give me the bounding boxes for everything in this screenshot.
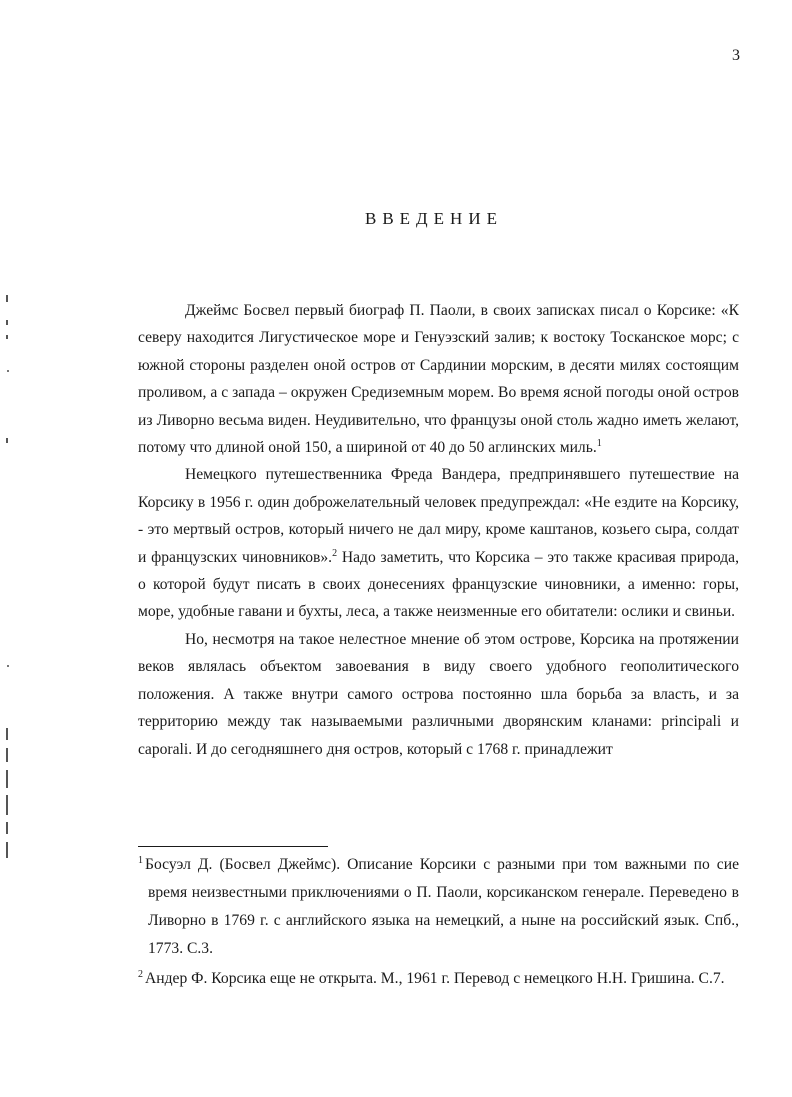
paragraph-1-text: Джеймс Босвел первый биограф П. Паоли, в своих записках писал о Корсике: «К северу находится Лигустическое море и Генуэзский залив; к востоку Тосканское морс; с южной стороны разделен оной остров от Сардинии морским, в десяти милях состоящим проливом, а с запада – окружен Средиземным морем. Во время ясной погоды оной остров из Ливорно весьма виден. Неудивительно, что французы оной столь жадно иметь желают, потому что длиной оной 150, а шириной от 40 до 50 аглинских миль. — [138, 302, 739, 457]
scan-mark — [6, 822, 8, 834]
scan-mark — [6, 320, 8, 325]
scan-mark — [6, 770, 8, 788]
paragraph-2-text-before: Немецкого путешественника Фреда Вандера, предпринявшего путешествие на Корсику в 1956 г. один доброжелательный человек предупреждал: «Не ездите на Корсику, - это мертвый остров, который ничего не дал миру, кроме каштанов, козьего сыра, солдат и французских чиновников». — [138, 466, 739, 566]
scan-mark — [6, 335, 8, 339]
footnote-separator — [138, 846, 328, 847]
footnote-2-text: Андер Ф. Корсика еще не открыта. М., 1961 г. Перевод с немецкого Н.Н. Гришина. С.7. — [145, 970, 725, 987]
footnote-ref-1: 1 — [596, 437, 602, 449]
footnote-1-text: Босуэл Д. (Босвел Джеймс). Описание Корсики с разными при том важными по сие время неизвестными приключениями о П. Паоли, корсиканском генерале. Переведено в Ливорно в 1769 г. с английского языка на немецкий, а ныне на российский язык. Спб., 1773. С.3. — [145, 856, 739, 957]
scan-mark — [6, 295, 8, 302]
paragraph-1 — [138, 297, 739, 461]
footnote-ref-2: 2 — [332, 547, 338, 559]
scan-speck — [7, 665, 9, 667]
paragraph-2 — [138, 461, 739, 625]
scan-mark — [6, 748, 8, 762]
footnotes — [138, 851, 739, 993]
scan-mark — [6, 438, 8, 443]
footnote-1-mark: 1 — [138, 854, 143, 866]
footnote-1 — [138, 851, 739, 963]
footnote-2 — [138, 965, 739, 993]
page-heading: ВВЕДЕНИЕ — [365, 209, 503, 228]
page-number: 3 — [732, 47, 740, 64]
scan-mark — [6, 842, 8, 858]
paragraph-2-text-after: Надо заметить, что Корсика – это также красивая природа, о которой будут писать в своих донесениях французские чиновники, а именно: горы, море, удобные гавани и бухты, леса, а также неизменные его обитатели: ослики и свиньи. — [138, 548, 739, 621]
scan-mark — [6, 795, 8, 815]
body-text — [138, 297, 739, 763]
scan-margin-marks — [6, 290, 14, 870]
footnote-2-mark: 2 — [138, 968, 143, 980]
scan-speck — [7, 370, 9, 372]
scan-mark — [6, 728, 8, 740]
paragraph-3: Но, несмотря на такое нелестное мнение об этом острове, Корсика на протяжении веков являлась объектом завоевания в виду своего удобного геополитического положения. А также внутри самого острова постоянно шла борьба за власть, и за территорию между так называемыми различными дворянским кланами: principali и caporali. И до сегодняшнего дня остров, который с 1768 г. принадлежит — [138, 630, 739, 758]
